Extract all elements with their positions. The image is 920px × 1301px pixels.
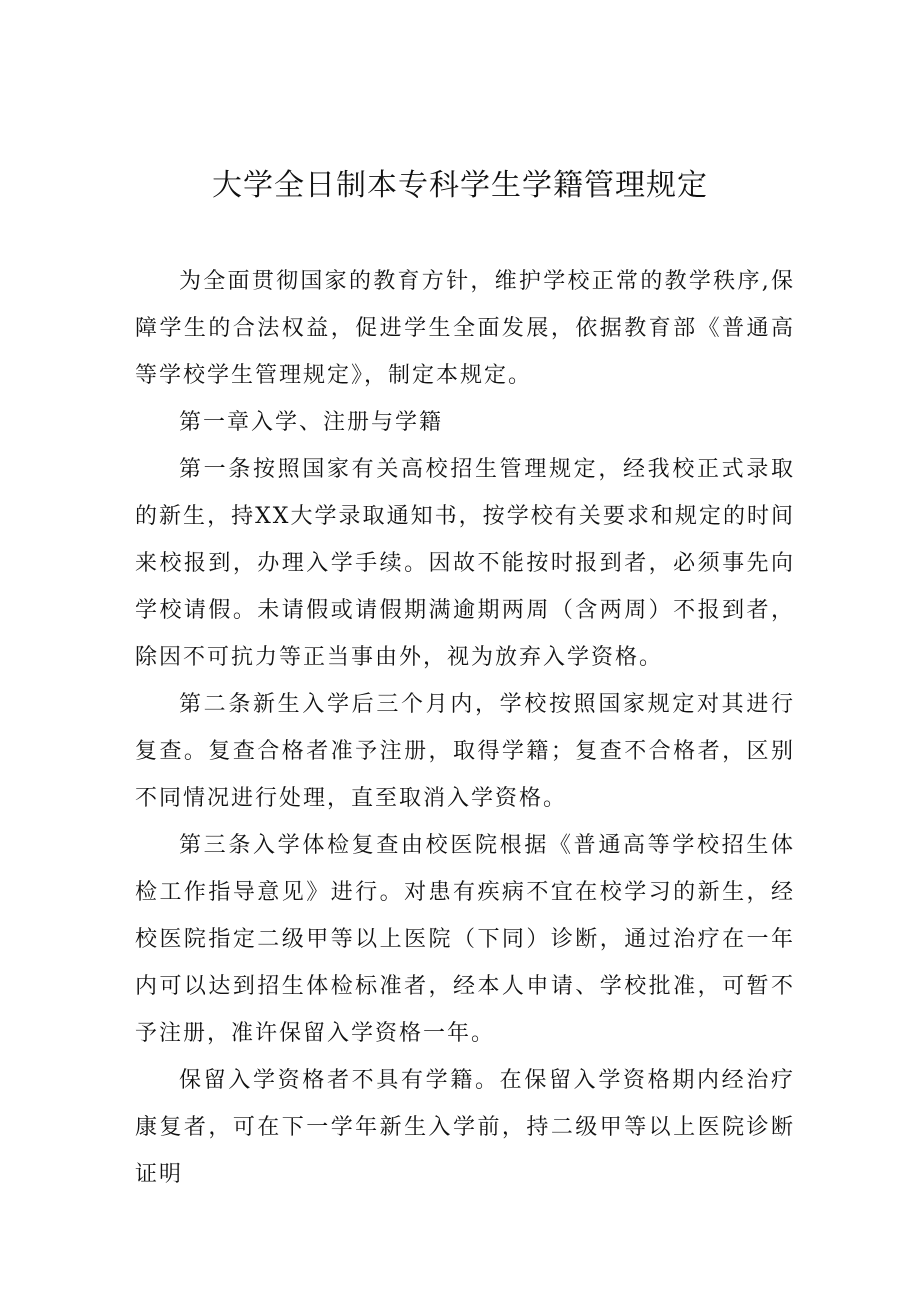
preamble-paragraph: 为全面贯彻国家的教育方针，维护学校正常的教学秩序,保障学生的合法权益，促进学生全面发展，依据教育部《普通高等学校学生管理规定》，制定本规定。: [135, 269, 795, 388]
chapter-heading: 第一章入学、注册与学籍: [179, 410, 444, 435]
article-2-paragraph: 第二条新生入学后三个月内，学校按照国家规定对其进行复查。复查合格者准予注册，取得学籍；复查不合格者，区别不同情况进行处理，直至取消入学资格。: [135, 692, 795, 811]
document-body: [135, 258, 795, 1198]
document-title: 大学全日制本专科学生学籍管理规定: [212, 168, 708, 203]
article-1-paragraph: 第一条按照国家有关高校招生管理规定，经我校正式录取的新生，持XX大学录取通知书，按学校有关要求和规定的时间来校报到，办理入学手续。因故不能按时报到者，必须事先向学校请假。未请假或请假期满逾期两周（含两周）不报到者，除因不可抗力等正当事由外，视为放弃入学资格。: [135, 457, 795, 670]
article-3-paragraph: 第三条入学体检复查由校医院根据《普通高等学校招生体检工作指导意见》进行。对患有疾病不宜在校学习的新生，经校医院指定二级甲等以上医院（下同）诊断，通过治疗在一年内可以达到招生体检标准者，经本人申请、学校批准，可暂不予注册，准许保留入学资格一年。: [135, 833, 795, 1046]
reserved-admission-paragraph: 保留入学资格者不具有学籍。在保留入学资格期内经治疗康复者，可在下一学年新生入学前，持二级甲等以上医院诊断证明: [135, 1068, 795, 1187]
